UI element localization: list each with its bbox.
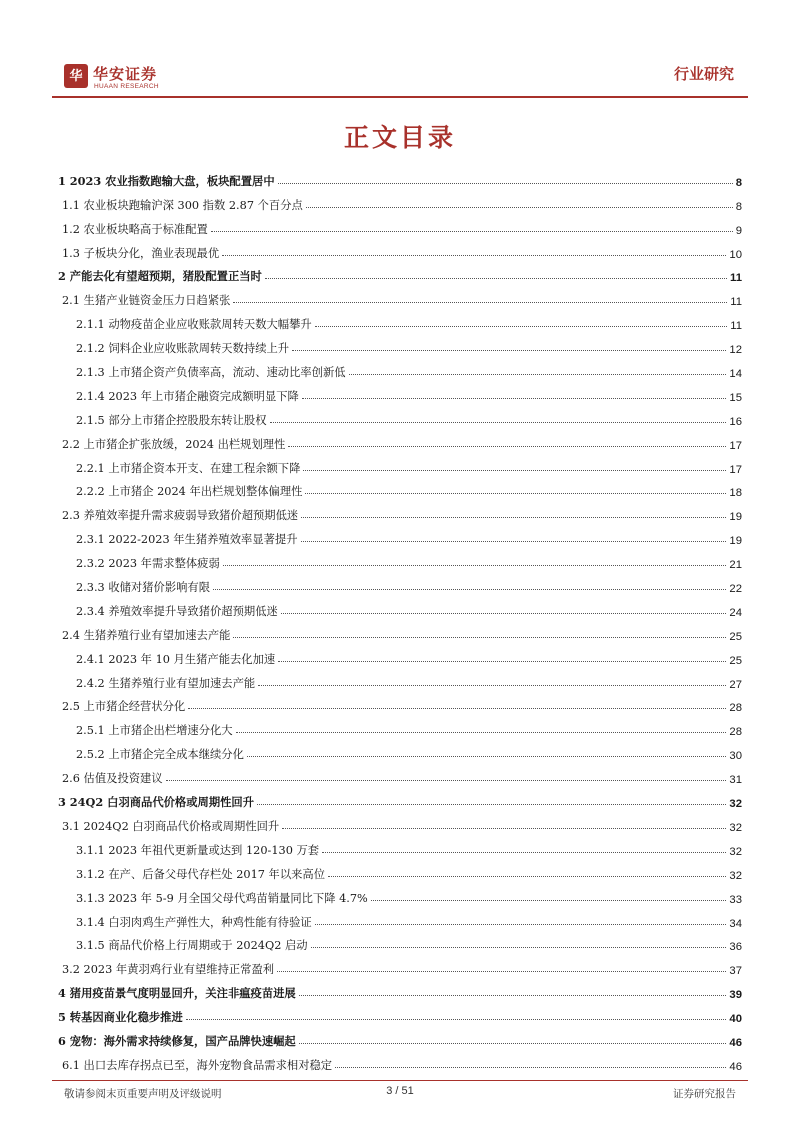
toc-entry-page: 33 [729,893,742,906]
toc-dot-leader [299,1043,727,1044]
toc-entry[interactable] [58,213,742,237]
toc-entry-title: 3.1 2024Q2 白羽商品代价格或周期性回升 [62,819,280,833]
toc-entry-page: 31 [729,774,742,787]
toc-entry[interactable] [58,977,742,1001]
toc-entry-title: 2.3.4 养殖效率提升导致猪价超预期低迷 [76,604,278,618]
company-name: 华安证券 [93,65,158,83]
toc-entry-page: 28 [729,726,742,739]
toc-dot-leader [278,183,733,184]
toc-dot-leader [265,278,727,279]
toc-dot-leader [277,971,726,972]
toc-dot-leader [211,231,733,232]
toc-entry[interactable] [58,643,742,667]
toc-dot-leader [335,1067,726,1068]
toc-entry-page: 18 [729,487,742,500]
toc-entry-page: 21 [729,559,742,572]
toc-entry[interactable] [58,906,742,930]
toc-entry-page: 16 [729,415,742,428]
toc-entry-title: 2.6 估值及投资建议 [62,772,163,786]
toc-entry-page: 46 [729,1060,742,1073]
toc-entry-page: 9 [735,224,742,237]
toc-entry-page: 15 [729,391,742,404]
toc-entry-title: 2.1.3 上市猪企资产负债率高，流动、速动比率创新低 [76,366,346,380]
toc-entry-title: 2.5 上市猪企经营状分化 [62,700,186,714]
toc-entry[interactable] [58,714,742,738]
toc-entry-title: 2.4 生猪养殖行业有望加速去产能 [62,628,231,642]
toc-entry-page: 10 [729,248,742,261]
company-logo-icon: 华 [64,64,88,88]
toc-dot-leader [349,374,727,375]
table-of-contents [58,165,742,1073]
toc-dot-leader [281,613,727,614]
toc-entry[interactable] [58,261,742,285]
toc-entry-title: 3.1.2 在产、后备父母代存栏处 2017 年以来高位 [76,867,326,881]
toc-entry-page: 30 [729,750,742,763]
toc-dot-leader [311,947,727,948]
toc-entry-page: 32 [729,845,742,858]
toc-entry[interactable] [58,428,742,452]
toc-entry-title: 1 2023 农业指数跑输大盘，板块配置居中 [58,173,275,188]
toc-entry[interactable] [58,523,742,547]
toc-dot-leader [328,876,726,877]
toc-entry-page: 40 [729,1013,742,1026]
toc-dot-leader [270,422,727,423]
toc-entry-page: 34 [729,917,742,930]
toc-entry-title: 4 猪用疫苗景气度明显回升，关注非瘟疫苗进展 [58,986,296,1001]
toc-entry[interactable] [58,404,742,428]
toc-entry-title: 3.1.4 白羽肉鸡生产弹性大，种鸡性能有待验证 [76,915,312,929]
toc-dot-leader [305,493,726,494]
toc-entry-title: 3.1.1 2023 年祖代更新量或达到 120-130 万套 [76,843,320,857]
toc-entry-title: 2.4.2 生猪养殖行业有望加速去产能 [76,676,256,690]
company-name-en: HUAAN RESEARCH [94,83,159,90]
toc-entry[interactable] [58,738,742,762]
page-header [0,0,800,100]
toc-dot-leader [258,685,726,686]
toc-dot-leader [213,589,726,590]
toc-entry-page: 28 [729,702,742,715]
toc-entry-title: 2.2.1 上市猪企资本开支、在建工程余额下降 [76,461,301,475]
toc-entry-page: 27 [729,678,742,691]
toc-entry[interactable] [58,953,742,977]
toc-entry-title: 1.3 子板块分化，渔业表现最优 [62,246,220,260]
toc-entry-page: 11 [730,296,742,309]
report-category: 行业研究 [673,65,734,83]
toc-entry-page: 14 [729,368,742,381]
toc-dot-leader [301,517,726,518]
toc-entry[interactable] [58,308,742,332]
toc-entry-title: 2.3.2 2023 年需求整体疲弱 [76,557,220,571]
toc-dot-leader [301,541,727,542]
toc-entry-title: 3 24Q2 白羽商品代价格或周期性回升 [58,795,255,810]
toc-entry[interactable] [58,284,742,308]
toc-entry-title: 1.2 农业板块略高于标准配置 [62,222,208,236]
page-title: 正文目录 [343,123,456,152]
toc-entry-page: 8 [735,200,742,213]
toc-entry-title: 2.2 上市猪企扩张放缓，2024 出栏规划理性 [62,437,286,451]
toc-entry[interactable] [58,786,742,810]
toc-entry-title: 2.3.1 2022-2023 年生猪养殖效率显著提升 [76,533,298,547]
toc-entry[interactable] [58,356,742,380]
toc-entry[interactable] [58,165,742,189]
toc-entry-title: 2.2.2 上市猪企 2024 年出栏规划整体偏理性 [76,485,303,499]
toc-entry-page: 39 [729,989,742,1002]
toc-entry-page: 19 [729,511,742,524]
toc-entry-page: 46 [729,1036,742,1049]
toc-entry-title: 2 产能去化有望超预期，猪股配置正当时 [58,269,262,284]
toc-entry-title: 3.1.5 商品代价格上行周期或于 2024Q2 启动 [76,939,308,953]
toc-entry[interactable] [58,547,742,571]
toc-dot-leader [223,565,727,566]
toc-entry-title: 2.1.5 部分上市猪企控股股东转让股权 [76,413,267,427]
toc-entry-page: 8 [735,176,742,189]
toc-entry-title: 2.1 生猪产业链资金压力日趋紧张 [62,294,231,308]
toc-entry-title: 2.4.1 2023 年 10 月生猪产能去化加速 [76,652,276,666]
toc-dot-leader [188,708,726,709]
toc-entry[interactable] [58,595,742,619]
toc-dot-leader [236,732,727,733]
toc-dot-leader [278,661,726,662]
toc-entry-title: 2.1.4 2023 年上市猪企融资完成额明显下降 [76,389,299,403]
toc-entry-page: 25 [729,630,742,643]
toc-entry[interactable] [58,834,742,858]
toc-entry[interactable] [58,1025,742,1049]
toc-dot-leader [315,924,727,925]
toc-entry[interactable] [58,332,742,356]
toc-entry-page: 37 [729,965,742,978]
toc-entry-title: 2.1.2 饲料企业应收账款周转天数持续上升 [76,342,290,356]
toc-entry-title: 3.1.3 2023 年 5-9 月全国父母代鸡苗销量同比下降 4.7% [76,891,368,905]
toc-dot-leader [233,302,727,303]
footer-disclaimer: 敬请参阅末页重要声明及评级说明 [64,1088,222,1100]
toc-dot-leader [303,470,726,471]
toc-entry[interactable] [58,882,742,906]
toc-entry[interactable] [58,691,742,715]
toc-entry-page: 12 [729,344,742,357]
toc-entry[interactable] [58,380,742,404]
footer-doc-type: 证券研究报告 [673,1088,736,1100]
toc-entry-page: 17 [729,463,742,476]
toc-entry[interactable] [58,667,742,691]
toc-entry-page: 19 [729,535,742,548]
toc-entry[interactable] [58,571,742,595]
toc-entry-title: 2.5.1 上市猪企出栏增速分化大 [76,724,233,738]
toc-entry[interactable] [58,476,742,500]
toc-entry-title: 6 宠物：海外需求持续修复，国产品牌快速崛起 [58,1033,296,1048]
toc-entry-page: 25 [729,654,742,667]
toc-dot-leader [222,255,726,256]
header-divider [52,96,748,98]
toc-entry-title: 2.1.1 动物疫苗企业应收账款周转天数大幅攀升 [76,318,312,332]
footer-divider [52,1080,748,1081]
toc-dot-leader [306,207,733,208]
toc-entry-title: 2.3 养殖效率提升需求疲弱导致猪价超预期低迷 [62,509,299,523]
toc-entry[interactable] [58,619,742,643]
toc-entry[interactable] [58,858,742,882]
toc-entry-title: 2.3.3 收储对猪价影响有限 [76,581,211,595]
toc-entry-page: 22 [729,583,742,596]
toc-dot-leader [247,756,727,757]
toc-dot-leader [292,350,726,351]
toc-entry[interactable] [58,930,742,954]
toc-entry[interactable] [58,499,742,523]
toc-dot-leader [371,900,727,901]
toc-entry-page: 32 [729,869,742,882]
toc-entry[interactable] [58,189,742,213]
toc-dot-leader [302,398,727,399]
toc-entry-page: 36 [729,941,742,954]
toc-entry-page: 11 [730,320,742,333]
toc-dot-leader [322,852,726,853]
toc-entry-title: 3.2 2023 年黄羽鸡行业有望维持正常盈利 [62,963,275,977]
toc-entry-page: 24 [729,606,742,619]
toc-entry-page: 11 [730,272,742,285]
toc-entry[interactable] [58,1001,742,1025]
page-number: 3 / 51 [386,1085,414,1097]
toc-entry[interactable] [58,1049,742,1073]
toc-dot-leader [315,326,728,327]
toc-entry-page: 17 [729,439,742,452]
toc-entry[interactable] [58,237,742,261]
toc-dot-leader [299,995,727,996]
toc-dot-leader [233,637,726,638]
toc-entry[interactable] [58,810,742,834]
toc-dot-leader [282,828,726,829]
toc-entry[interactable] [58,762,742,786]
toc-entry[interactable] [58,452,742,476]
toc-dot-leader [186,1019,727,1020]
toc-entry-title: 1.1 农业板块跑输沪深 300 指数 2.87 个百分点 [62,198,303,212]
toc-dot-leader [257,804,726,805]
toc-entry-page: 32 [729,821,742,834]
toc-dot-leader [166,780,727,781]
toc-dot-leader [288,446,726,447]
toc-entry-title: 6.1 出口去库存拐点已至，海外宠物食品需求相对稳定 [62,1058,333,1072]
toc-entry-title: 2.5.2 上市猪企完全成本继续分化 [76,748,244,762]
toc-entry-page: 32 [729,798,742,811]
toc-entry-title: 5 转基因商业化稳步推进 [58,1010,183,1025]
